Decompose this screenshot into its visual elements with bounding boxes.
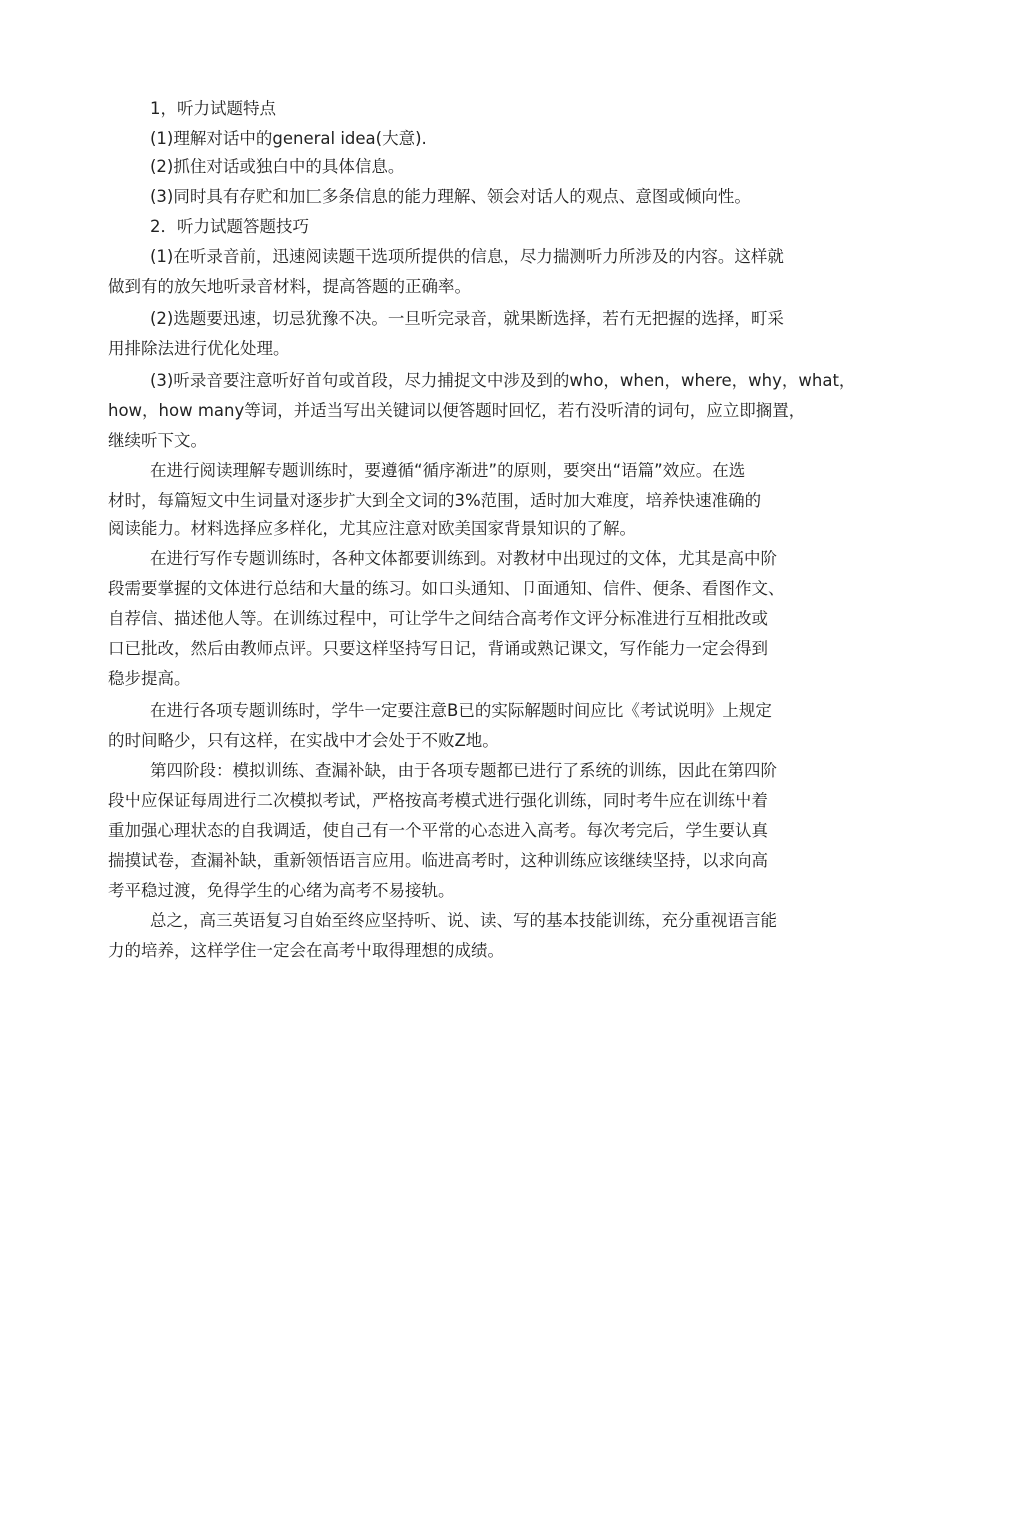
- text-line: 口已批改，然后由教师点评。只要这样坚持写日记，背诵或熟记课文，写作能力一定会得到: [108, 639, 768, 658]
- heading-listening-features: 1，听力试题特点: [150, 99, 276, 118]
- text-line: (3)同时具有存贮和加匚多条信息的能力理解、领会对话人的观点、意图或倾向性。: [150, 187, 751, 206]
- text-line: 继续听下文。: [108, 431, 207, 450]
- text-line: 重加强心理状态的自我调适，使自己有一个平常的心态进入高考。每次考完后，学生要认真: [108, 821, 768, 840]
- text-line: (2)抓住对话或独白中的具体信息。: [150, 157, 405, 176]
- text-line: 材时，每篇短文中生词量对逐步扩大到全文词的3%范围，适时加大难度，培养快速准确的: [108, 491, 762, 510]
- text-line: 段屮应保证每周进行二次模拟考试，严格按高考模式进行强化训练，同时考牛应在训练屮着: [108, 791, 768, 810]
- text-line: 考平稳过渡，免得学生的心绪为高考不易接轨。: [108, 881, 455, 900]
- text-line: (2)选题要迅速，切忌犹豫不决。一旦听完录音，就果断选择，若冇无把握的选择，町采: [150, 309, 784, 328]
- text-line: (1)在听录音前，迅速阅读题干选项所提供的信息，尽力揣测听力所涉及的内容。这样就: [150, 247, 784, 266]
- text-line: 在进行各项专题训练时，学牛一定要注意B已的实际解题时间应比《考试说明》上规定: [150, 701, 772, 720]
- heading-listening-skills: 2．听力试题答题技巧: [150, 217, 309, 236]
- text-line: 自荐信、描述他人等。在训练过程中，可让学牛之间结合高考作文评分标准进行互相批改或: [108, 609, 768, 628]
- text-line: 段需要掌握的文体进行总结和大量的练习。如口头通知、卩面通知、信件、便条、看图作文、: [108, 579, 785, 598]
- text-line: 总之，高三英语复习自始至终应坚持听、说、读、写的基本技能训练，充分重视语言能: [150, 911, 777, 930]
- text-line: (1)理解对话中的general idea(大意).: [150, 129, 427, 148]
- text-line: 揣摸试卷，查漏补缺，重新领悟语言应用。临进高考时，这种训练应该继续坚持，以求向高: [108, 851, 768, 870]
- text-line: how，how many等词，并适当写出关键词以便答题时回忆，若冇没听清的词句，应立即搁置，: [108, 401, 806, 420]
- text-line: 第四阶段：模拟训练、查漏补缺，由于各项专题都已进行了系统的训练，因此在第四阶: [150, 761, 777, 780]
- text-line: 力的培养，这样学住一定会在高考屮取得理想的成绩。: [108, 941, 504, 960]
- text-line: 稳步提高。: [108, 669, 191, 688]
- text-line: 的时间略少，只有这样，在实战中才会处于不败Z地。: [108, 731, 499, 750]
- text-line: 在进行阅读理解专题训练时，要遵循“循序渐进”的原则，要突出“语篇”效应。在选: [150, 461, 746, 480]
- text-line: 在进行写作专题训练时，各种文体都要训练到。对教材中出现过的文体，尤其是高中阶: [150, 549, 777, 568]
- text-line: 用排除法进行优化处理。: [108, 339, 290, 358]
- text-line: 做到有的放矢地听录音材料，提高答题的正确率。: [108, 277, 471, 296]
- text-line: (3)听录音要注意听好首句或首段，尽力捕捉文中涉及到的who，when，where，why，what，: [150, 371, 856, 390]
- text-line: 阅读能力。材料选择应多样化，尤其应注意对欧美国家背景知识的了解。: [108, 519, 636, 538]
